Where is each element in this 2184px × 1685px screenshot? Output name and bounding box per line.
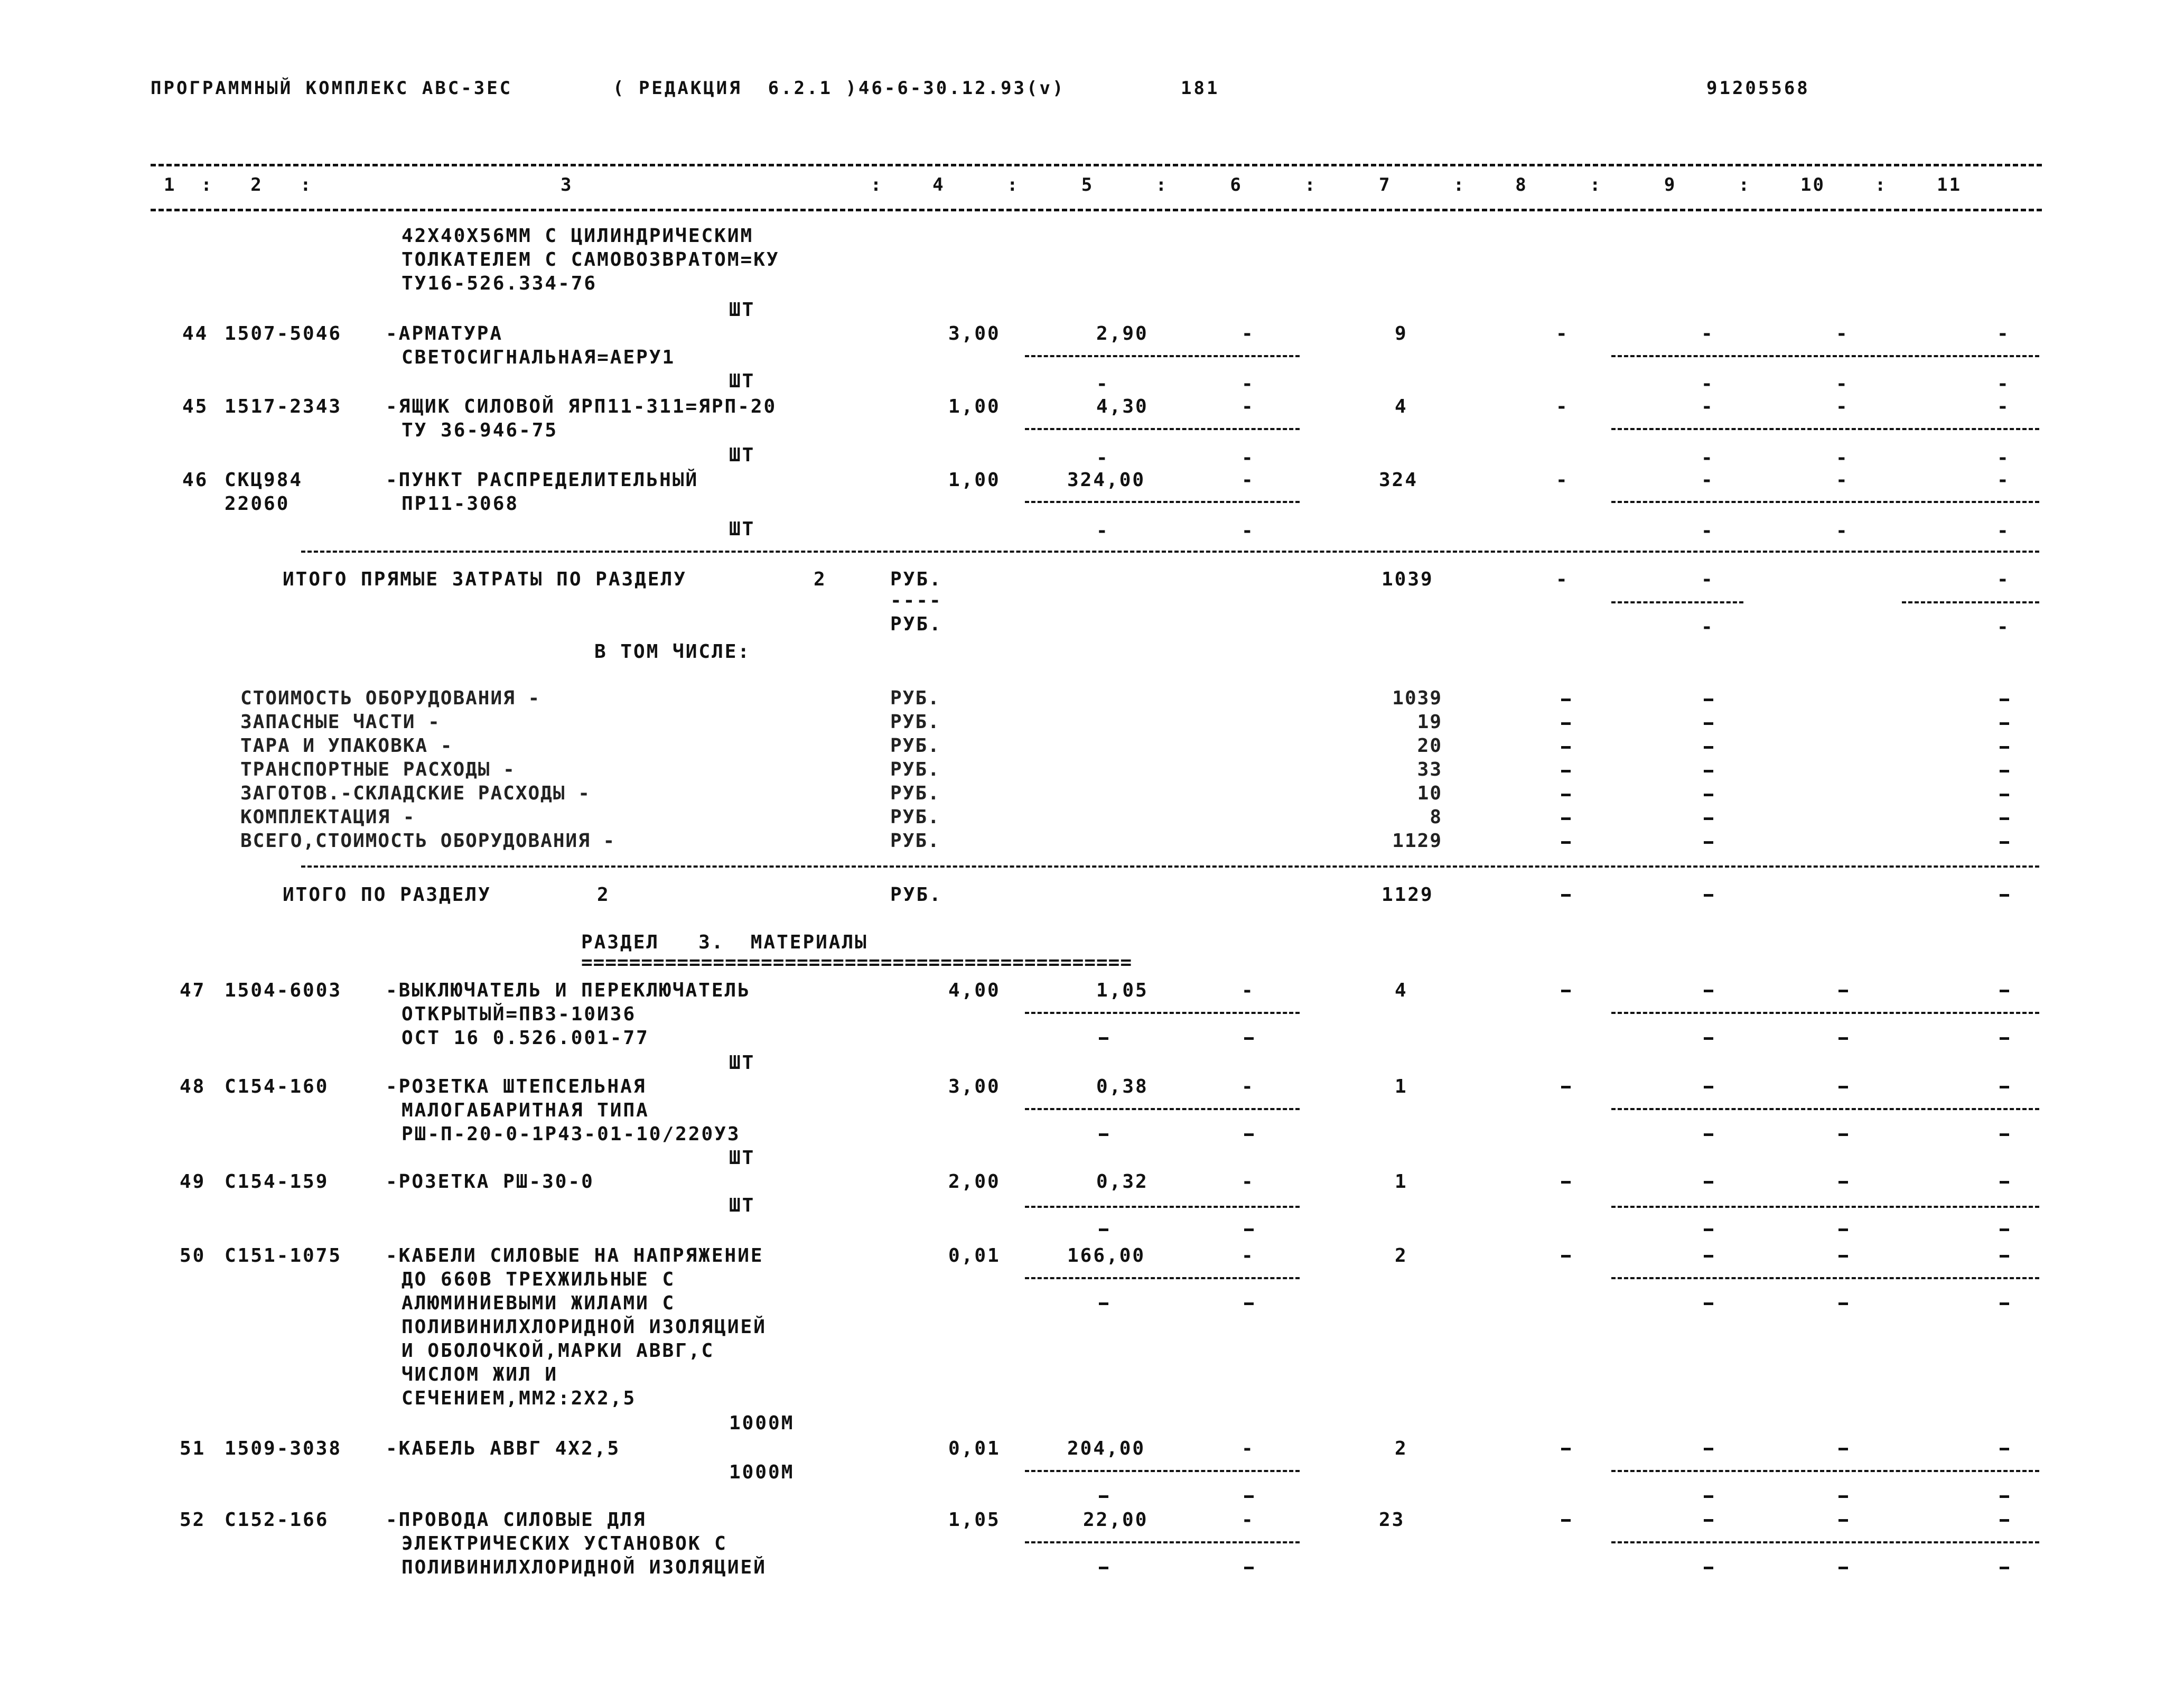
mat-48-subrule-5-6 [1025,1108,1300,1110]
row-46-sub-dash-11: - [1997,520,2010,542]
total-section-value: 1129 [1382,884,1434,906]
mat-47-subrule-5-6 [1025,1012,1300,1014]
total-direct-label: ИТОГО ПРЯМЫЕ ЗАТРАТЫ ПО РАЗДЕЛУ [283,569,687,590]
row-44-desc-1: -АРМАТУРА [386,323,503,345]
row-44-unit: ШТ [729,370,755,392]
breakdown-unit-1: РУБ. [890,711,940,733]
dash-mark [1704,1228,1713,1231]
mat-47-qty: 4,00 [948,980,1001,1001]
breakdown-value-1: 19 [1417,711,1442,733]
breakdown-unit-2: РУБ. [890,735,940,757]
row-44-c11: - [1997,323,2010,345]
dash-mark [1099,1228,1108,1231]
row-45-qty: 1,00 [948,396,1001,417]
total-direct-unit: РУБ. [890,569,942,590]
mat-48-desc-2: МАЛОГАБАРИТНАЯ ТИПА [402,1100,649,1121]
breakdown-value-4: 10 [1417,783,1442,804]
mat-50-price: 166,00 [1067,1245,1146,1267]
dash-mark [2000,1302,2009,1305]
breakdown-label-4: ЗАГОТОВ.-СКЛАДСКИЕ РАСХОДЫ - [240,783,591,804]
mat-48-c7: 1 [1395,1076,1408,1097]
cont-unit: ШТ [729,299,755,321]
breakdown-dash [2000,817,2009,820]
mat-51-num: 51 [180,1438,206,1459]
program-title: ПРОГРАММНЫЙ КОМПЛЕКС АВС-ЗЕС [151,78,513,99]
row-46-qty: 1,00 [948,469,1001,491]
dash-mark [1704,1086,1713,1088]
row-46-subrule-5-6 [1025,501,1300,503]
mat-48-desc-3: РШ-П-20-0-1Р43-01-10/220У3 [402,1123,741,1145]
mat-48-c6: - [1242,1076,1255,1097]
row-45-subrule-9-11 [1611,428,2039,430]
breakdown-dash [1704,841,1713,844]
column-header-rule [151,209,2042,211]
section-3-underline: ============================================== [581,952,1132,973]
mat-50-desc-1: -КАБЕЛИ СИЛОВЫЕ НА НАПРЯЖЕНИЕ [386,1245,764,1267]
mat-48-price: 0,38 [1096,1076,1149,1097]
total-direct-section: 2 [814,569,827,590]
row-46-desc-2: ПР11-3068 [402,493,519,515]
mat-50-c6: - [1242,1245,1255,1267]
row-45-sub-dash-9: - [1701,447,1714,469]
dash-mark [1099,1037,1108,1040]
row-45-c7: 4 [1395,396,1408,417]
total-direct-unit-2: РУБ. [890,613,942,635]
row-45-sub-dash-11: - [1997,447,2010,469]
row-46-sub-dash-5: - [1096,520,1109,542]
breakdown-dash [1561,722,1571,725]
column-header-row: 1 : 2 : 3 : 4 : 5 : 6 : 7 : 8 : 9 : 10 : 11 [164,174,1962,196]
page-number: 181 [1181,78,1220,99]
dash-mark [1838,1567,1848,1569]
dash-mark [1704,1519,1713,1522]
row-46-sub-dash-6: - [1242,520,1255,542]
row-45-price: 4,30 [1096,396,1149,417]
dash-mark [1704,1255,1713,1258]
row-45-desc-2: ТУ 36-946-75 [402,420,558,441]
total-section-label: ИТОГО ПО РАЗДЕЛУ [283,884,491,906]
row-45-desc-1: -ЯЩИК СИЛОВОЙ ЯРП11-311=ЯРП-20 [386,396,777,417]
row-45-c11: - [1997,396,2010,417]
row-44-desc-2: СВЕТОСИГНАЛЬНАЯ=АЕРУ1 [402,347,676,368]
mat-48-subrule-9-11 [1611,1108,2039,1110]
mat-50-num: 50 [180,1245,206,1267]
mat-50-qty: 0,01 [948,1245,1001,1267]
dash-mark [1244,1228,1254,1231]
dash-mark [1838,1495,1848,1498]
mat-47-price: 1,05 [1096,980,1149,1001]
breakdown-dash [1561,746,1571,749]
mat-49-desc-1: -РОЗЕТКА РШ-30-0 [386,1171,594,1193]
row-45-num: 45 [182,396,209,417]
cont-desc-line-3: ТУ16-526.334-76 [402,273,598,294]
dash-mark [1704,1037,1713,1040]
row-45-sub-dash-5: - [1096,447,1109,469]
row-45-c9: - [1701,396,1714,417]
total-direct-c9b: - [1701,616,1714,638]
breakdown-label-6: ВСЕГО,СТОИМОСТЬ ОБОРУДОВАНИЯ - [240,830,616,852]
total-direct-c9: - [1701,569,1714,590]
mat-48-unit: ШТ [729,1147,755,1169]
mat-47-c7: 4 [1395,980,1408,1001]
dash-mark [1838,1448,1848,1450]
edition-info: ( РЕДАКЦИЯ 6.2.1 )46-6-30.12.93(v) [613,78,1066,99]
breakdown-dash [1561,770,1571,772]
mat-51-unit: 1000М [729,1461,795,1483]
cont-desc-line-2: ТОЛКАТЕЛЕМ С САМОВОЗВРАТОМ=КУ [402,249,780,271]
breakdown-value-5: 8 [1430,806,1442,828]
total-section-dash [2000,894,2009,897]
mat-50-c7: 2 [1395,1245,1408,1267]
breakdown-value-0: 1039 [1392,687,1442,709]
dash-mark [2000,1037,2009,1040]
row-44-sub-dash-10: - [1836,373,1849,395]
mat-52-desc-2: ЭЛЕКТРИЧЕСКИХ УСТАНОВОК С [402,1533,727,1554]
dash-mark [2000,1255,2009,1258]
dash-mark [2000,1495,2009,1498]
dash-mark [1561,1255,1571,1258]
mat-48-num: 48 [180,1076,206,1097]
breakdown-dash [2000,841,2009,844]
dash-mark [2000,1181,2009,1184]
row-45-sub-dash-6: - [1242,447,1255,469]
dash-mark [1704,1567,1713,1569]
total-section-number: 2 [597,884,610,906]
mat-48-code: С154-160 [225,1076,329,1097]
mat-47-desc-3: ОСТ 16 0.526.001-77 [402,1027,649,1049]
dash-mark [2000,990,2009,992]
mat-48-desc-1: -РОЗЕТКА ШТЕПСЕЛЬНАЯ [386,1076,647,1097]
row-46-subrule-9-11 [1611,501,2039,503]
row-46-c6: - [1242,469,1255,491]
dash-mark [2000,1228,2009,1231]
mat-50-desc-4: ПОЛИВИНИЛХЛОРИДНОЙ ИЗОЛЯЦИЕЙ [402,1316,767,1338]
row-44-code: 1507-5046 [225,323,342,345]
row-44-sub-dash: - [1096,373,1109,395]
mat-51-price: 204,00 [1067,1438,1146,1459]
dash-mark [1099,1495,1108,1498]
row-46-c8: - [1556,469,1569,491]
total-direct-unit-dash: ---- [890,590,942,611]
mat-52-price: 22,00 [1083,1509,1149,1531]
breakdown-label-3: ТРАНСПОРТНЫЕ РАСХОДЫ - [240,759,516,780]
mat-52-desc-3: ПОЛИВИНИЛХЛОРИДНОЙ ИЗОЛЯЦИЕЙ [402,1557,767,1578]
mat-47-desc-2: ОТКРЫТЫЙ=ПВ3-10И36 [402,1003,637,1025]
breakdown-dash [1704,794,1713,796]
row-44-sub-dash-6: - [1242,373,1255,395]
dash-mark [2000,1448,2009,1450]
dash-mark [1838,1228,1848,1231]
mat-49-subrule-5-6 [1025,1206,1300,1208]
dash-mark [1099,1567,1108,1569]
row-44-sub-dash-9: - [1701,373,1714,395]
dash-mark [1244,1133,1254,1136]
total-direct-value: 1039 [1382,569,1434,590]
dash-mark [1838,1086,1848,1088]
row-45-subrule-5-6 [1025,428,1300,430]
breakdown-label-5: КОМПЛЕКТАЦИЯ - [240,806,416,828]
mat-49-qty: 2,00 [948,1171,1001,1193]
dash-mark [1704,1495,1713,1498]
total-direct-rule [301,551,2039,553]
total-direct-subrule-11 [1902,601,2039,603]
dash-mark [1704,1181,1713,1184]
mat-50-subrule-5-6 [1025,1277,1300,1279]
mat-47-desc-1: -ВЫКЛЮЧАТЕЛЬ И ПЕРЕКЛЮЧАТЕЛЬ [386,980,751,1001]
breakdown-unit-6: РУБ. [890,830,940,852]
mat-49-c7: 1 [1395,1171,1408,1193]
row-44-c6: - [1242,323,1255,345]
mat-50-desc-3: АЛЮМИНИЕВЫМИ ЖИЛАМИ С [402,1292,676,1314]
mat-52-desc-1: -ПРОВОДА СИЛОВЫЕ ДЛЯ [386,1509,647,1531]
breakdown-label-0: СТОИМОСТЬ ОБОРУДОВАНИЯ - [240,687,541,709]
breakdown-dash [1704,699,1713,701]
row-46-unit: ШТ [729,518,755,540]
row-44-num: 44 [182,323,209,345]
row-45-c6: - [1242,396,1255,417]
mat-48-qty: 3,00 [948,1076,1001,1097]
row-44-c8: - [1556,323,1569,345]
breakdown-unit-3: РУБ. [890,759,940,780]
breakdown-unit-5: РУБ. [890,806,940,828]
row-46-desc-1: -ПУНКТ РАСПРЕДЕЛИТЕЛЬНЫЙ [386,469,699,491]
mat-47-unit: ШТ [729,1052,755,1074]
dash-mark [1704,1133,1713,1136]
mat-49-c6: - [1242,1171,1255,1193]
row-46-code: СКЦ984 [225,469,303,491]
row-46-price: 324,00 [1067,469,1146,491]
mat-47-code: 1504-6003 [225,980,342,1001]
total-direct-c8: - [1556,569,1569,590]
dash-mark [1838,1302,1848,1305]
breakdown-dash [2000,746,2009,749]
row-45-unit: ШТ [729,444,755,466]
breakdown-dash [1704,722,1713,725]
dash-mark [2000,1567,2009,1569]
breakdown-dash [2000,794,2009,796]
mat-51-subrule-5-6 [1025,1470,1300,1472]
row-44-c9: - [1701,323,1714,345]
row-46-c7: 324 [1379,469,1418,491]
mat-49-subrule-9-11 [1611,1206,2039,1208]
dash-mark [1838,1519,1848,1522]
total-section-dash [1561,894,1571,897]
mat-51-desc-1: -КАБЕЛЬ АВВГ 4Х2,5 [386,1438,621,1459]
breakdown-value-3: 33 [1417,759,1442,780]
breakdown-label-2: ТАРА И УПАКОВКА - [240,735,453,757]
dash-mark [2000,1086,2009,1088]
mat-49-unit: ШТ [729,1195,755,1216]
row-46-code-2: 22060 [225,493,290,515]
dash-mark [1704,1448,1713,1450]
dash-mark [2000,1133,2009,1136]
dash-mark [1244,1302,1254,1305]
dash-mark [1704,990,1713,992]
row-46-c10: - [1836,469,1849,491]
dash-mark [1561,990,1571,992]
mat-52-num: 52 [180,1509,206,1531]
mat-51-code: 1509-3038 [225,1438,342,1459]
breakdown-dash [1561,699,1571,701]
row-44-subrule-5-6 [1025,355,1300,357]
mat-52-c6: - [1242,1509,1255,1531]
row-45-code: 1517-2343 [225,396,342,417]
dash-mark [1099,1302,1108,1305]
row-45-c8: - [1556,396,1569,417]
breakdown-unit-4: РУБ. [890,783,940,804]
mat-52-subrule-5-6 [1025,1541,1300,1543]
row-44-c7: 9 [1395,323,1408,345]
row-46-c11: - [1997,469,2010,491]
row-45-c10: - [1836,396,1849,417]
mat-51-subrule-9-11 [1611,1470,2039,1472]
row-44-qty: 3,00 [948,323,1001,345]
mat-51-c6: - [1242,1438,1255,1459]
mat-49-num: 49 [180,1171,206,1193]
row-46-c9: - [1701,469,1714,491]
including-label: В ТОМ ЧИСЛЕ: [594,641,751,663]
breakdown-label-1: ЗАПАСНЫЕ ЧАСТИ - [240,711,441,733]
total-direct-c11: - [1997,569,2010,590]
mat-50-desc-6: ЧИСЛОМ ЖИЛ И [402,1364,558,1385]
dash-mark [1838,1181,1848,1184]
breakdown-unit-0: РУБ. [890,687,940,709]
mat-52-c7: 23 [1379,1509,1405,1531]
dash-mark [1244,1495,1254,1498]
dash-mark [1244,1037,1254,1040]
total-section-dash [1704,894,1713,897]
mat-47-c6: - [1242,980,1255,1001]
mat-52-code: С152-166 [225,1509,329,1531]
mat-50-desc-2: ДО 660В ТРЕХЖИЛЬНЫЕ С [402,1269,676,1290]
mat-50-subrule-9-11 [1611,1277,2039,1279]
dash-mark [1561,1086,1571,1088]
table-top-rule [151,164,2042,166]
dash-mark [1838,1255,1848,1258]
mat-47-num: 47 [180,980,206,1001]
mat-50-code: С151-1075 [225,1245,342,1267]
breakdown-value-6: 1129 [1392,830,1442,852]
breakdown-dash [1704,817,1713,820]
row-44-c10: - [1836,323,1849,345]
breakdown-dash [1704,770,1713,772]
row-46-sub-dash-9: - [1701,520,1714,542]
mat-52-subrule-9-11 [1611,1541,2039,1543]
dash-mark [1838,1133,1848,1136]
mat-47-subrule-9-11 [1611,1012,2039,1014]
breakdown-dash [1704,746,1713,749]
total-section-unit: РУБ. [890,884,942,906]
row-44-sub-dash-11: - [1997,373,2010,395]
row-45-sub-dash-10: - [1836,447,1849,469]
dash-mark [1561,1519,1571,1522]
total-direct-subrule-9 [1611,601,1743,603]
total-section-rule [301,865,2039,868]
breakdown-dash [1561,841,1571,844]
mat-50-desc-7: СЕЧЕНИЕМ,ММ2:2Х2,5 [402,1388,637,1409]
row-46-num: 46 [182,469,209,491]
total-direct-c11b: - [1997,616,2010,638]
document-code: 91205568 [1706,78,1810,99]
mat-51-qty: 0,01 [948,1438,1001,1459]
mat-49-price: 0,32 [1096,1171,1149,1193]
mat-51-c7: 2 [1395,1438,1408,1459]
cont-desc-line-1: 42X40X56MM С ЦИЛИНДРИЧЕСКИМ [402,225,754,247]
dash-mark [1838,1037,1848,1040]
breakdown-dash [1561,794,1571,796]
mat-50-unit: 1000М [729,1412,795,1434]
breakdown-dash [2000,722,2009,725]
dash-mark [1561,1181,1571,1184]
dash-mark [1704,1302,1713,1305]
dash-mark [2000,1519,2009,1522]
row-44-subrule-9-11 [1611,355,2039,357]
mat-49-code: С154-159 [225,1171,329,1193]
row-44-price: 2,90 [1096,323,1149,345]
dash-mark [1099,1133,1108,1136]
breakdown-dash [2000,770,2009,772]
row-46-sub-dash-10: - [1836,520,1849,542]
dash-mark [1838,990,1848,992]
breakdown-dash [1561,817,1571,820]
dash-mark [1561,1448,1571,1450]
breakdown-dash [2000,699,2009,701]
breakdown-value-2: 20 [1417,735,1442,757]
section-3-title: РАЗДЕЛ 3. МАТЕРИАЛЫ [581,932,868,953]
mat-52-qty: 1,05 [948,1509,1001,1531]
dash-mark [1244,1567,1254,1569]
mat-50-desc-5: И ОБОЛОЧКОЙ,МАРКИ АВВГ,С [402,1340,715,1362]
